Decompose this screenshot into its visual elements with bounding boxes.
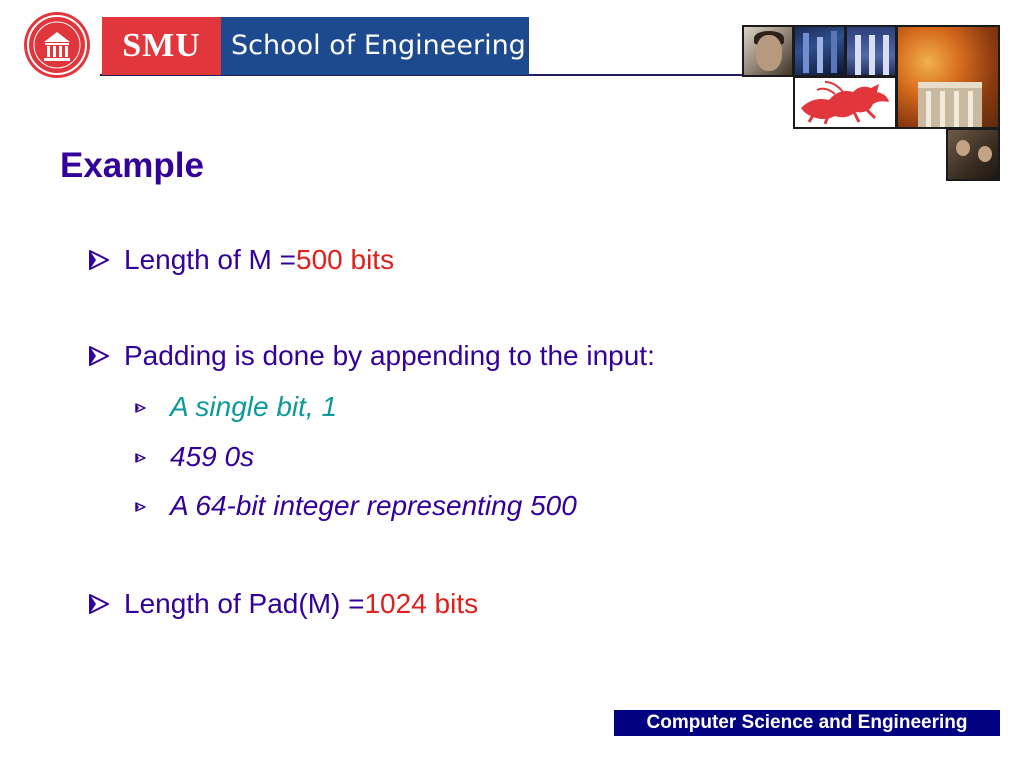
small-arrow-bullet-icon: [134, 451, 148, 465]
sub-bullet-text: A 64-bit integer representing 500: [170, 490, 577, 521]
students-photo: [946, 128, 1000, 181]
small-arrow-bullet-icon: [134, 500, 148, 514]
bullet-value: 1024 bits: [364, 588, 479, 619]
sub-bullet-text: A single bit, 1: [170, 391, 338, 422]
portrait-photo: [742, 25, 794, 77]
arrow-bullet-icon: [88, 345, 112, 367]
campus-building-photo: [896, 25, 1000, 129]
columns-photo: [845, 25, 897, 77]
sub-bullet-text: 459 0s: [170, 441, 255, 472]
school-of-engineering-logo-text: School of Engineering: [221, 17, 529, 75]
bullet-length-of-padm: [88, 588, 478, 620]
slide-title: Example: [60, 146, 204, 185]
smu-logo-text: SMU: [102, 17, 221, 75]
bullet-value: 500 bits: [296, 244, 395, 275]
mustang-mascot-icon: [793, 76, 897, 129]
bullet-padding: [88, 340, 655, 372]
bullet-text: Length of M =: [124, 244, 297, 275]
bullet-length-of-m: [88, 244, 394, 276]
sub-bullet-zeros: [134, 441, 254, 473]
sub-bullet-single-bit: [134, 391, 337, 423]
lab-photo: [793, 25, 846, 77]
sub-bullet-64bit-integer: [134, 490, 577, 522]
arrow-bullet-icon: [88, 593, 112, 615]
smu-seal-icon: [24, 12, 90, 78]
bullet-text: Length of Pad(M) =: [124, 588, 365, 619]
arrow-bullet-icon: [88, 249, 112, 271]
footer-label: Computer Science and Engineering: [614, 710, 1000, 736]
small-arrow-bullet-icon: [134, 401, 148, 415]
bullet-text: Padding is done by appending to the input:: [124, 340, 655, 371]
